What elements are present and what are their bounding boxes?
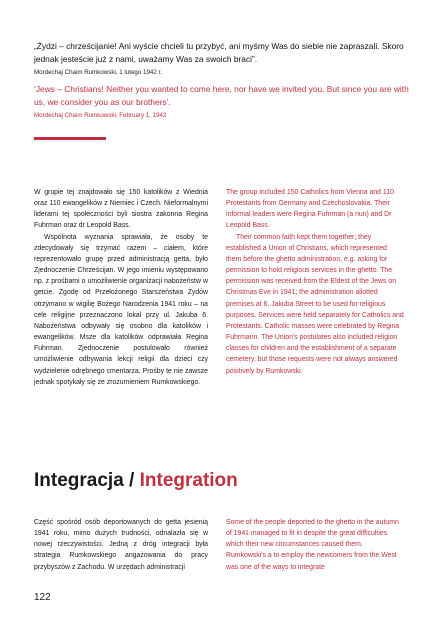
section2-english-column xyxy=(226,517,404,573)
page-number: 122 xyxy=(34,592,51,603)
section1-english-paragraph: The group included 150 Catholics from Vienna and 110 Protestants from Germany and Czechoslovakia. Their informal leaders were Regina Fuhrman (a nun) and Dr Leopold Bass. xyxy=(226,189,394,230)
section1-polish-column xyxy=(34,187,208,388)
heading-separator: / xyxy=(123,470,140,491)
quote-source-polish: Mordechaj Chaim Rumkowski, 1 lutego 1942 r. xyxy=(34,69,162,76)
heading-english: Integration xyxy=(139,470,238,491)
epigraph-quote xyxy=(34,40,414,121)
quote-english: ‘Jews – Christians! Neither you wanted to come here, nor have we invited you. But since you are with us, we consider you as our brothers’. xyxy=(34,84,409,107)
section1-english-column xyxy=(226,187,404,377)
section2-polish-column xyxy=(34,517,208,573)
section1-polish-paragraph: W grupie tej znajdowało się 150 katolików z Wiednia oraz 110 ewangelików z Niemiec i Czech. Nieformalnymi liderami tej społeczności byli siostra zakonna Regina Fuhrman oraz dr Leopold Bass. xyxy=(34,189,208,230)
section1-polish-paragraph: Wspólnota wyznania sprawiała, że osoby te zdecydowały się trzymać razem – ciałem, które reprezentowało grupę przed administracją getta, było Zjednoczenie Chrześcijan. W jego imieniu występowano np. z prośbami o umożliwienie organizacji nabożeństw w getcie. Zgodę od Przełożonego Starszeństwa Żydów otrzymano w wigilię Bożego Narodzenia 1941 roku – na cele religijne przeznaczono lokal przy ul. Jakuba 6. Nabożeństwa odbywały się osobno dla katolików i ewangelików. Msze dla katolików odprawiała Regina Fuhrman. Zjednoczenie postulowało również umożliwienie odbywania lekcji religii dla dzieci czy wydzielenie odrębnego cmentarza. Prośby te nie zawsze jednak spotykały się ze zrozumieniem Rumkowskiego. xyxy=(34,233,208,386)
section-heading xyxy=(34,469,238,493)
section2-polish-paragraph: Część spośród osób deportowanych do getta jesienią 1941 roku, mimo dużych trudności, odnalazła się w nowej rzeczywistości. Jedną z dróg integracji była strategia Rumkowskiego angażowania do pracy przybyszów z Zachodu. W urzędach administracji xyxy=(34,519,208,571)
heading-polish: Integracja xyxy=(34,470,124,491)
quote-source-english: Mordechaj Chaim Rumkowski, February 1, 1942 xyxy=(34,112,167,119)
quote-polish: „Żydzi – chrześcijanie! Ani wyście chcieli tu przybyć, ani myśmy Was do siebie nie zapraszali. Skoro jednak jesteście już z nami, uważamy Was za swoich braci”. xyxy=(34,41,404,64)
section2-english-paragraph: Some of the people deported to the ghetto in the autumn of 1941 managed to fit in despite the great difficulties which their new circumstances caused them. Rumkowski's a to employ the newcomers from the West was one of the ways to integrate xyxy=(226,519,399,571)
accent-rule xyxy=(34,137,106,140)
section1-english-paragraph: Their common faith kept them together; they established a Union of Christians, which represented them before the ghetto administration, e.g. asking for permission to hold religious services in the ghetto. The permission was received from the Eldest of the Jews on Christmas Eve in 1941; the administration allotted premises at 6, Jakuba Street to be used for religious purposes. Services were held separately for Catholics and Protestants. Catholic masses were celebrated by Regina Fuhrmann. The Union's postulates also included religion classes for children and the establishment of a separate cemetery, but those requests were not always answered positively by Rumkowski. xyxy=(226,233,404,375)
